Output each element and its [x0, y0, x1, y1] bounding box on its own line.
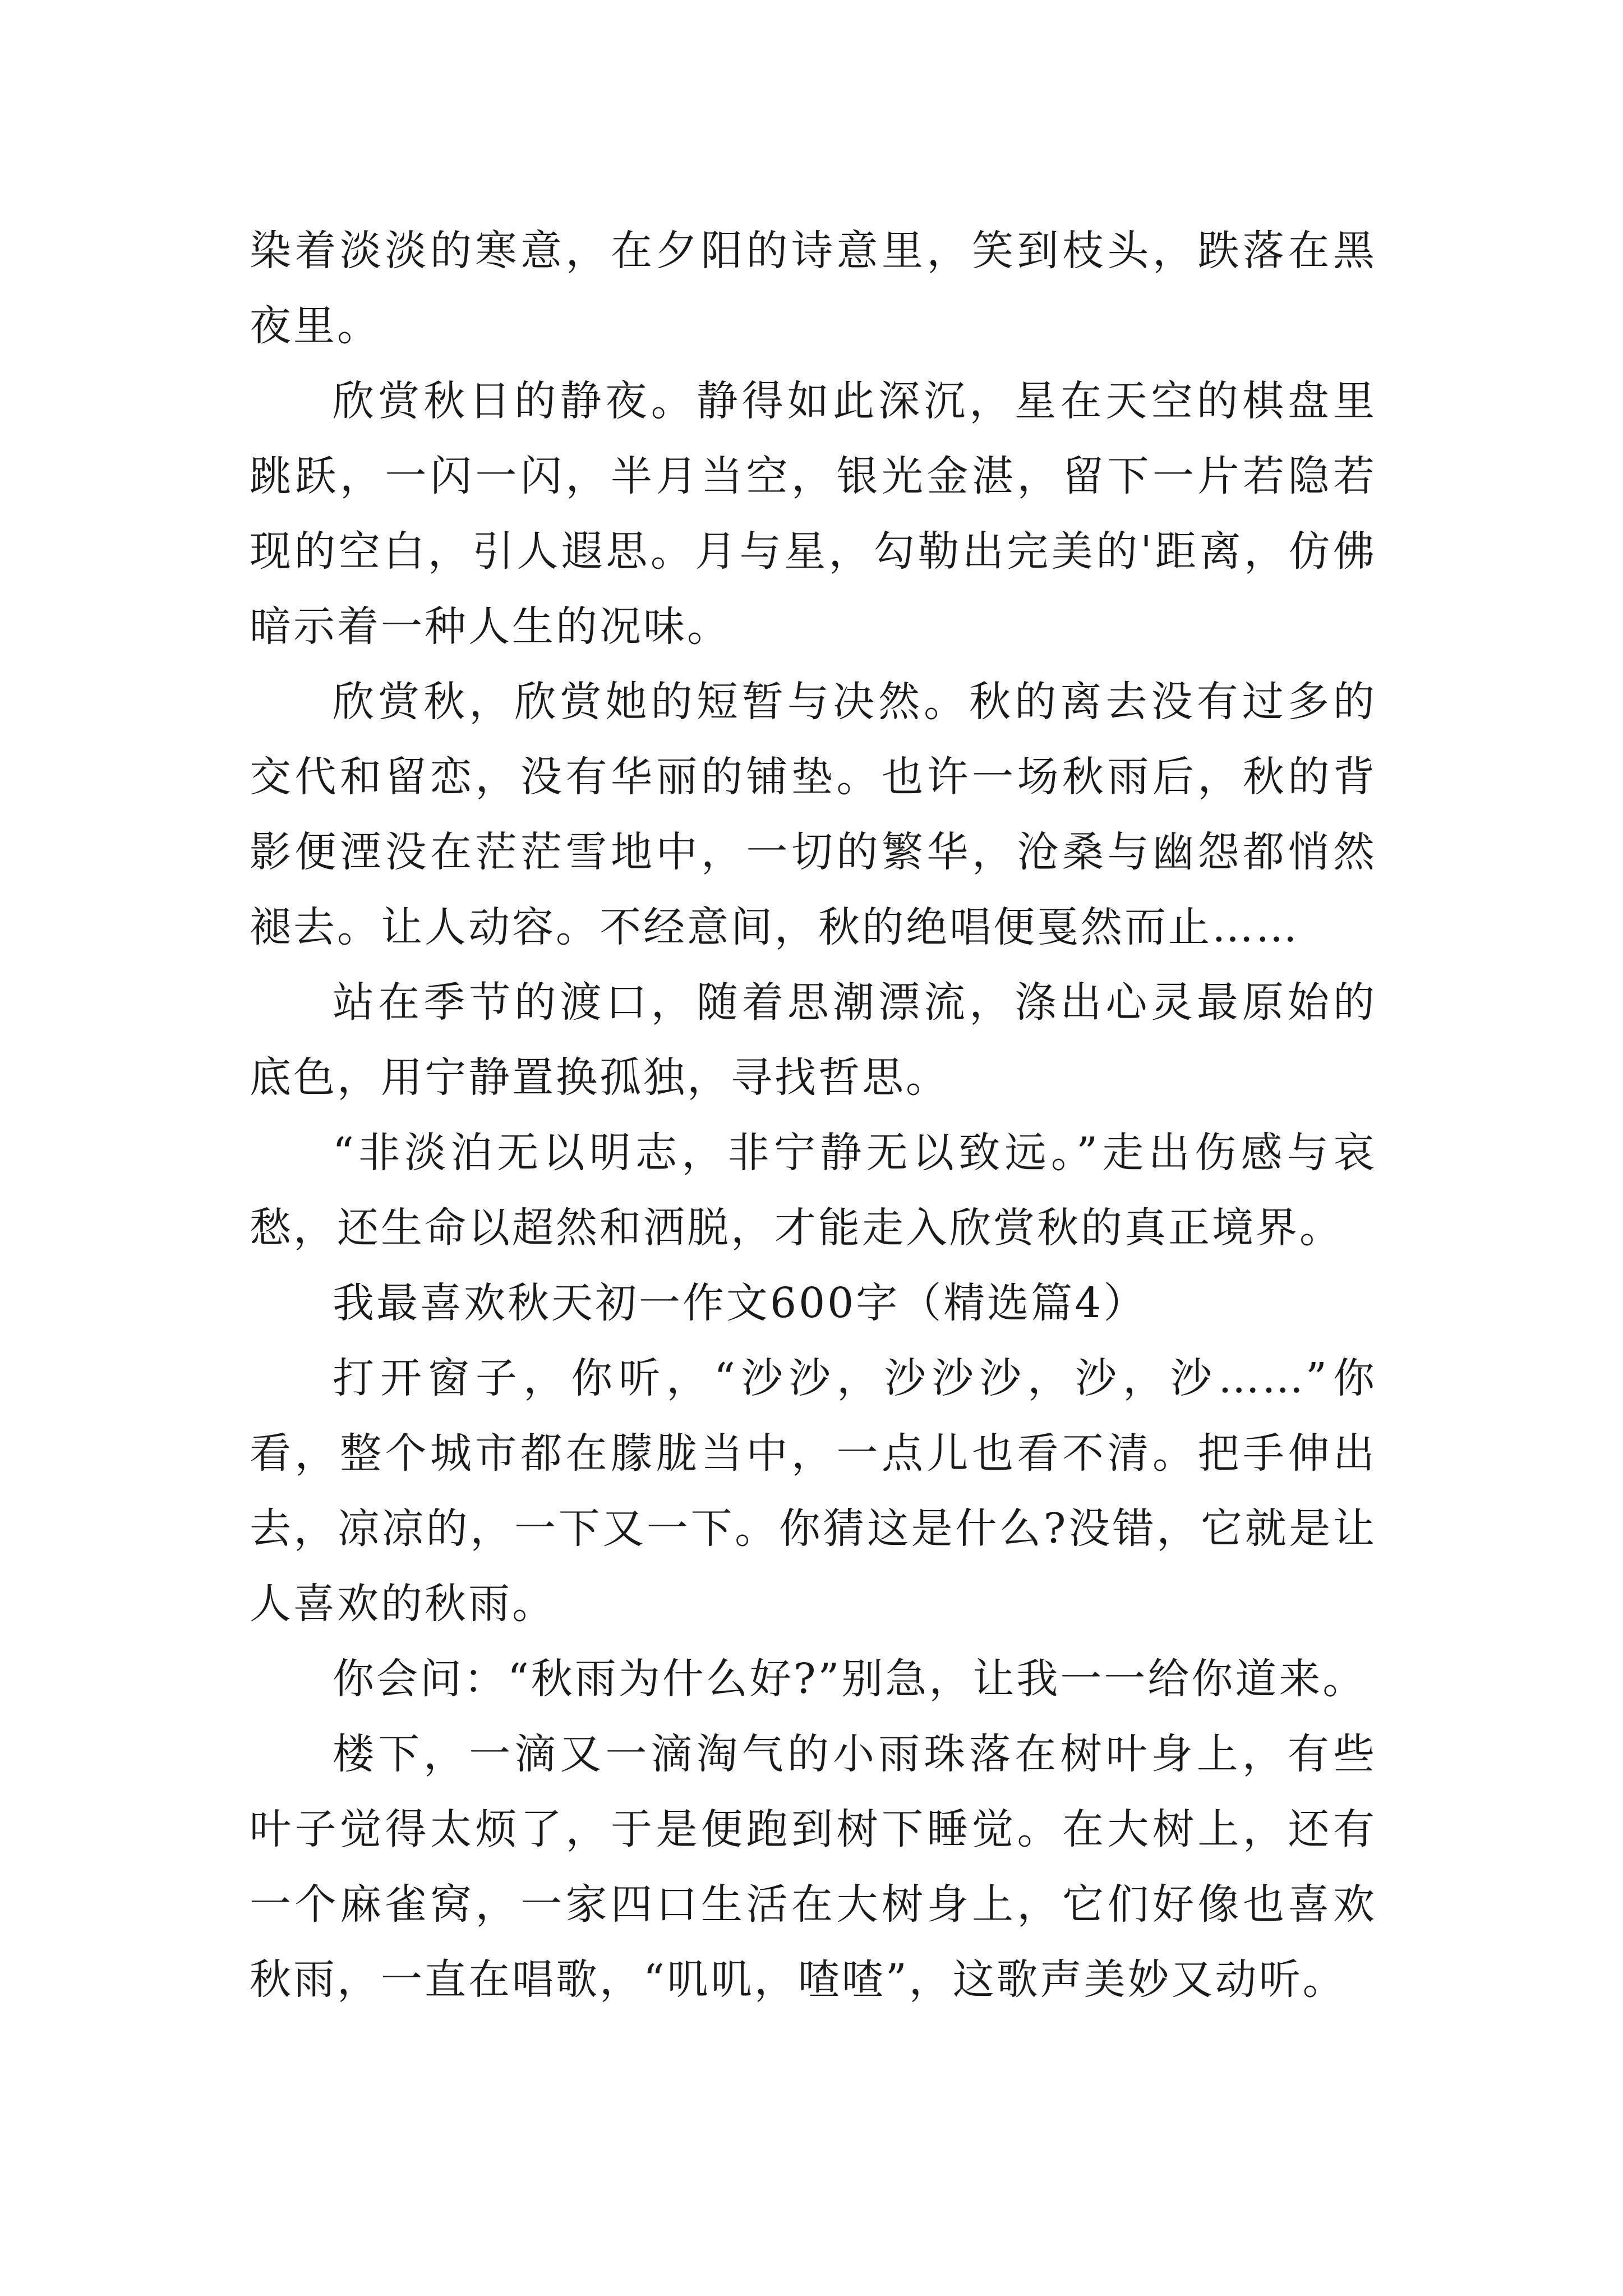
paragraph: “非淡泊无以明志，非宁静无以致远。”走出伤感与哀愁，还生命以超然和洒脱，才能走入欣赏秋的真正境界。 — [250, 1129, 1377, 1252]
paragraph: 欣赏秋日的静夜。静得如此深沉，星在天空的棋盘里跳跃，一闪一闪，半月当空，银光金湛，留下一片若隐若现的空白，引人遐思。月与星，勾勒出完美的'距离，仿佛暗示着一种人生的况味。 — [250, 377, 1377, 651]
paragraph: 打开窗子，你听，“沙沙，沙沙沙，沙，沙……”你看，整个城市都在朦胧当中，一点儿也看不清。把手伸出去，凉凉的，一下又一下。你猜这是什么?没错，它就是让人喜欢的秋雨。 — [250, 1354, 1377, 1628]
paragraph: 站在季节的渡口，随着思潮漂流，涤出心灵最原始的底色，用宁静置换孤独，寻找哲思。 — [250, 978, 1377, 1102]
paragraph: 楼下，一滴又一滴淘气的小雨珠落在树叶身上，有些叶子觉得太烦了，于是便跑到树下睡觉。在大树上，还有一个麻雀窝，一家四口生活在大树身上，它们好像也喜欢秋雨，一直在唱歌，“叽叽，喳喳”，这歌声美妙又动听。 — [250, 1730, 1377, 2004]
paragraph-continuation: 染着淡淡的寒意，在夕阳的诗意里，笑到枝头，跌落在黑夜里。 — [250, 227, 1377, 350]
section-heading: 我最喜欢秋天初一作文600字（精选篇4） — [333, 1279, 1147, 1327]
paragraph: 你会问：“秋雨为什么好?”别急，让我一一给你道来。 — [333, 1655, 1367, 1703]
paragraph: 欣赏秋，欣赏她的短暂与决然。秋的离去没有过多的交代和留恋，没有华丽的铺垫。也许一场秋雨后，秋的背影便湮没在茫茫雪地中，一切的繁华，沧桑与幽怨都悄然褪去。让人动容。不经意间，秋的绝唱便戛然而止…… — [250, 678, 1377, 951]
document-body — [250, 213, 1377, 2017]
